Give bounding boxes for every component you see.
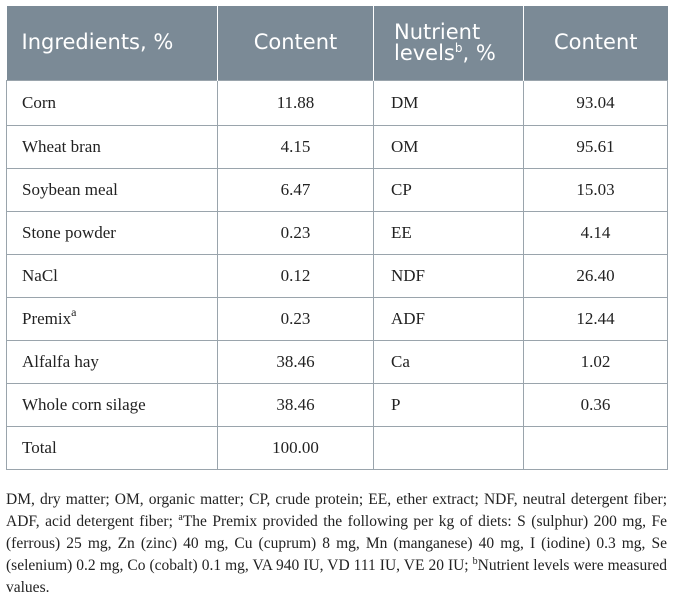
ingredient-content-cell: 0.23	[218, 297, 374, 340]
ingredient-cell	[7, 125, 218, 168]
nutrient-cell: EE	[374, 211, 524, 254]
ingredient-name: NaCl	[22, 265, 58, 285]
header-ingredients: Ingredients, %	[7, 6, 218, 80]
footnote-abbreviations: DM, dry matter; OM, organic matter; CP, crude protein; EE, ether extract; NDF, neutral detergent fiber; ADF, acid detergent fiber;	[6, 490, 667, 530]
ingredient-cell	[7, 80, 218, 125]
diet-composition-table	[6, 6, 668, 470]
ingredient-content-cell: 4.15	[218, 125, 374, 168]
ingredient-cell	[7, 297, 218, 340]
header-nutrient-unit: , %	[462, 40, 496, 65]
ingredient-content-cell: 38.46	[218, 383, 374, 426]
diet-composition-table-container	[6, 6, 667, 599]
table-body	[7, 80, 668, 469]
table-row	[7, 80, 668, 125]
table-row	[7, 211, 668, 254]
nutrient-content-cell: 12.44	[524, 297, 668, 340]
ingredient-content-cell: 100.00	[218, 426, 374, 469]
ingredient-cell	[7, 426, 218, 469]
nutrient-content-cell: 93.04	[524, 80, 668, 125]
table-row	[7, 297, 668, 340]
ingredient-cell	[7, 211, 218, 254]
ingredient-cell	[7, 383, 218, 426]
header-nutrient-levels	[374, 6, 524, 80]
nutrient-content-cell: 26.40	[524, 254, 668, 297]
table-row	[7, 340, 668, 383]
nutrient-content-cell: 15.03	[524, 168, 668, 211]
nutrient-cell: P	[374, 383, 524, 426]
ingredient-name: Corn	[22, 92, 56, 112]
nutrient-content-cell: 95.61	[524, 125, 668, 168]
ingredient-cell	[7, 340, 218, 383]
nutrient-cell: NDF	[374, 254, 524, 297]
ingredient-cell	[7, 254, 218, 297]
footnote-nutrient-text: Nutrient levels were measured values.	[6, 556, 667, 596]
table-row	[7, 426, 668, 469]
ingredient-cell	[7, 168, 218, 211]
nutrient-content-cell	[524, 426, 668, 469]
footnote-marker-a: a	[178, 511, 183, 523]
nutrient-cell: ADF	[374, 297, 524, 340]
ingredient-name: Stone powder	[22, 222, 116, 242]
nutrient-cell: DM	[374, 80, 524, 125]
footnote-marker-a: a	[71, 304, 77, 319]
nutrient-cell: CP	[374, 168, 524, 211]
table-row	[7, 254, 668, 297]
ingredient-content-cell: 11.88	[218, 80, 374, 125]
nutrient-cell	[374, 426, 524, 469]
nutrient-content-cell: 4.14	[524, 211, 668, 254]
table-footnote	[6, 489, 667, 599]
header-content: Content	[218, 6, 374, 80]
table-row	[7, 383, 668, 426]
ingredient-name: Premix	[22, 308, 72, 328]
ingredient-content-cell: 38.46	[218, 340, 374, 383]
footnote-marker-b: b	[472, 555, 478, 567]
nutrient-content-cell: 1.02	[524, 340, 668, 383]
table-row	[7, 168, 668, 211]
ingredient-content-cell: 0.23	[218, 211, 374, 254]
nutrient-content-cell: 0.36	[524, 383, 668, 426]
ingredient-name: Alfalfa hay	[22, 351, 99, 371]
ingredient-name: Total	[22, 437, 57, 457]
nutrient-cell: OM	[374, 125, 524, 168]
ingredient-name: Wheat bran	[22, 136, 101, 156]
header-nutrient-content: Content	[524, 6, 668, 80]
table-header-row	[7, 6, 668, 80]
ingredient-content-cell: 0.12	[218, 254, 374, 297]
ingredient-name: Whole corn silage	[22, 394, 146, 414]
ingredient-name: Soybean meal	[22, 179, 118, 199]
ingredient-content-cell: 6.47	[218, 168, 374, 211]
footnote-premix-text: The Premix provided the following per kg of diets: S (sulphur) 200 mg, Fe (ferrous) 25 mg, Zn (zinc) 40 mg, Cu (cuprum) 8 mg, Mn (manganese) 40 mg, I (iodine) 0.3 mg, Se (selenium) 0.2 mg, Co (cobalt) 0.1 mg, VA 940 IU, VD 111 IU, VE 20 IU;	[6, 512, 667, 574]
header-nutrient-label: Nutrient levels	[394, 19, 481, 65]
nutrient-cell: Ca	[374, 340, 524, 383]
footnote-marker-b: b	[454, 40, 463, 55]
table-row	[7, 125, 668, 168]
